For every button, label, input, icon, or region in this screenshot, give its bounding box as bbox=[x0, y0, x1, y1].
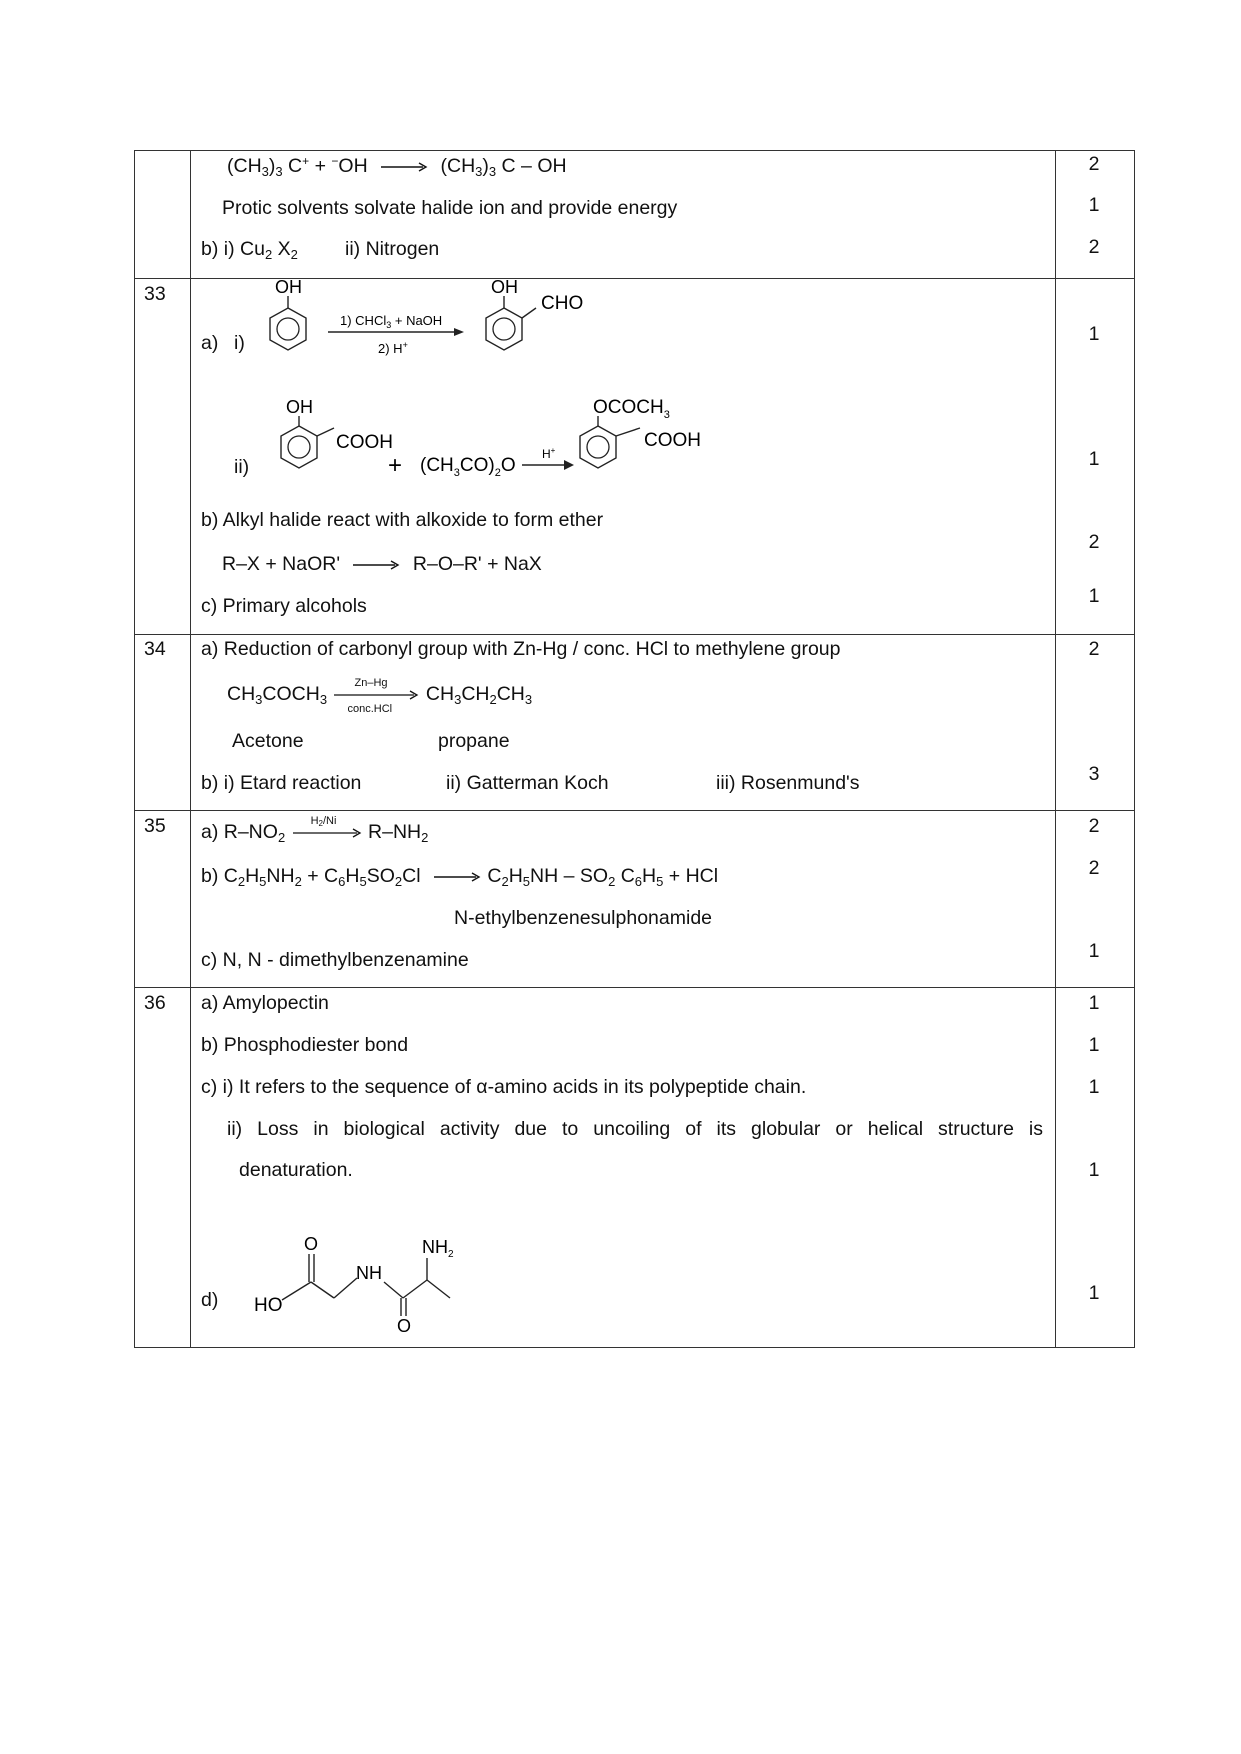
propane-label: propane bbox=[438, 730, 510, 752]
mark: 1 bbox=[1088, 992, 1100, 1014]
mark: 1 bbox=[1088, 1159, 1100, 1181]
mark: 2 bbox=[1088, 531, 1100, 553]
williamson-equation: R–X + NaOR' R–O–R' + NaX bbox=[222, 553, 542, 575]
aldehyde-label: CHO bbox=[541, 293, 584, 314]
mark: 1 bbox=[1088, 323, 1100, 345]
hydroxyl-label: OH bbox=[491, 278, 518, 297]
part-label: d) bbox=[201, 1289, 219, 1311]
mark: 2 bbox=[1088, 815, 1100, 837]
row34-part-b-iii: iii) Rosenmund's bbox=[716, 772, 860, 794]
mark: 2 bbox=[1088, 857, 1100, 879]
row36-part-b: b) Phosphodiester bond bbox=[201, 1034, 409, 1056]
svg-text:HO: HO bbox=[254, 1295, 283, 1316]
question-number: 35 bbox=[144, 815, 166, 837]
row-divider bbox=[134, 987, 1135, 988]
row32-part-b: b) i) $Cu_2$ $X_2$ bbox=[201, 238, 298, 262]
svg-text:(CH3CO)2O: $(CH_3CO)_2O$ bbox=[420, 455, 516, 479]
mark: 2 bbox=[1088, 153, 1100, 175]
row36-part-a: a) Amylopectin bbox=[201, 992, 329, 1014]
part-label: ii) bbox=[234, 456, 250, 478]
hydroxyl-label: OH bbox=[286, 397, 313, 417]
aspirin-synthesis-diagram bbox=[256, 396, 706, 496]
mark: 2 bbox=[1088, 638, 1100, 660]
svg-text:NH2: $NH_2$ bbox=[422, 1237, 454, 1260]
column-divider-number bbox=[190, 150, 191, 1348]
mark: 1 bbox=[1088, 194, 1100, 216]
question-number: 34 bbox=[144, 638, 166, 660]
part-label: i) bbox=[234, 332, 245, 354]
carbocation-equation: $(CH_3)_3$ C+ + −OH $(CH_3)_3$ C – OH bbox=[227, 154, 567, 179]
mark: 1 bbox=[1088, 448, 1100, 470]
clemmensen-equation: $CH_3COCH_3$ Zn–Hg conc.HCl $CH_3CH_2CH_3$ bbox=[227, 676, 533, 715]
product-name: N-ethylbenzenesulphonamide bbox=[454, 907, 713, 929]
row36-part-c-ii: ii) Loss in biological activity due to uncoiling of its globular or helical structure is bbox=[227, 1118, 1043, 1140]
row-divider bbox=[134, 810, 1135, 811]
reaction-arrow bbox=[351, 559, 401, 571]
reaction-arrow bbox=[379, 161, 429, 173]
svg-text:H+: H+ bbox=[542, 446, 556, 461]
row34-part-b-i: b) i) Etard reaction bbox=[201, 772, 362, 794]
mark: 1 bbox=[1088, 1076, 1100, 1098]
mark: 3 bbox=[1088, 763, 1100, 785]
row33-part-c: c) Primary alcohols bbox=[201, 595, 367, 617]
part-label: a) bbox=[201, 332, 219, 354]
mark: 2 bbox=[1088, 236, 1100, 258]
protic-solvent-text: Protic solvents solvate halide ion and provide energy bbox=[222, 197, 678, 219]
ether-formation-text: b) Alkyl halide react with alkoxide to form ether bbox=[201, 509, 604, 531]
reimer-tiemann-diagram bbox=[256, 278, 586, 378]
row35-part-c: c) N, N - dimethylbenzenamine bbox=[201, 949, 469, 971]
svg-text:NH: NH bbox=[356, 1263, 382, 1283]
row34-part-b-ii: ii) Gatterman Koch bbox=[446, 772, 609, 794]
row-divider bbox=[134, 634, 1135, 635]
reaction-arrow bbox=[332, 689, 420, 701]
row36-part-c-ii-continued: denaturation. bbox=[239, 1159, 353, 1181]
dipeptide-structure bbox=[246, 1234, 486, 1334]
question-number: 33 bbox=[144, 283, 166, 305]
mark: 1 bbox=[1088, 585, 1100, 607]
reaction-arrow bbox=[432, 871, 482, 883]
carboxyl-label: COOH bbox=[336, 432, 393, 453]
hydroxyl-label: OH bbox=[275, 278, 302, 297]
hinsberg-equation: b) $C_2H_5NH_2 + C_6H_5SO_2Cl$ $C_2H_5NH - SO_2$ $C_6H_5$ + HCl bbox=[201, 865, 719, 889]
mark: 1 bbox=[1088, 940, 1100, 962]
clemmensen-text: a) Reduction of carbonyl group with Zn-Hg / conc. HCl to methylene group bbox=[201, 638, 841, 660]
nitro-reduction-equation: a) $R-NO_2$ $H_2/Ni$ $R-NH_2$ bbox=[201, 814, 429, 845]
column-divider-marks bbox=[1055, 150, 1056, 1348]
mark: 1 bbox=[1088, 1282, 1100, 1304]
carboxyl-label: COOH bbox=[644, 430, 701, 451]
svg-text:O: O bbox=[304, 1234, 319, 1254]
svg-text:OCOCH3: $OCOCH_3$ bbox=[593, 397, 670, 421]
svg-text:O: O bbox=[397, 1316, 412, 1334]
svg-text:2) H+: 2) H+ bbox=[378, 340, 408, 356]
reaction-arrow bbox=[291, 827, 363, 839]
mark: 1 bbox=[1088, 1034, 1100, 1056]
svg-text:1) CHCl3 + NaOH: 1) CHCl$_3$ + NaOH bbox=[340, 313, 443, 330]
row32-part-b-ii: ii) Nitrogen bbox=[345, 238, 440, 260]
question-number: 36 bbox=[144, 992, 166, 1014]
svg-text:+: + bbox=[388, 452, 403, 479]
row36-part-c-i: c) i) It refers to the sequence of α-amino acids in its polypeptide chain. bbox=[201, 1076, 807, 1098]
acetone-label: Acetone bbox=[232, 730, 304, 752]
